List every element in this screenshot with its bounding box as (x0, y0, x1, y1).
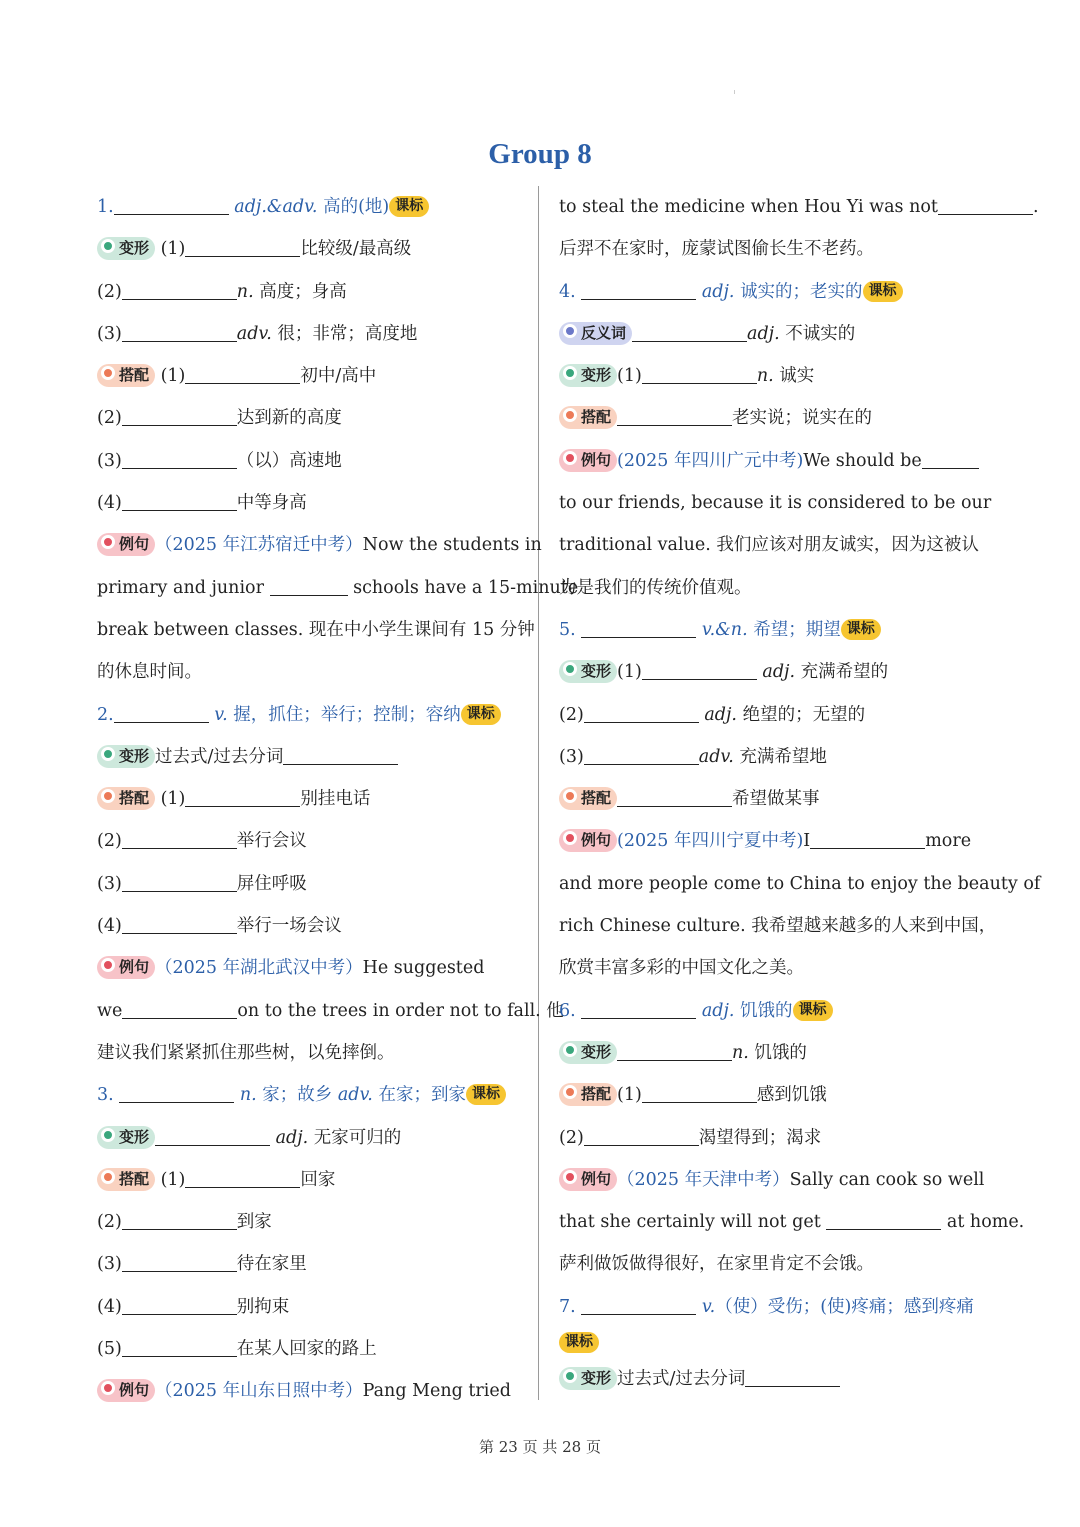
answer-blank[interactable] (642, 366, 757, 385)
example-badge: 例句 (97, 1379, 155, 1402)
answer-blank[interactable] (122, 1000, 237, 1019)
kebiao-tag: 课标 (559, 1332, 599, 1353)
meaning: 握，抓住；举行；控制；容纳 (233, 704, 461, 725)
dot-icon (563, 408, 577, 422)
example-badge: 例句 (97, 533, 155, 556)
variant-badge: 变形 (97, 745, 155, 768)
collocation-row: 搭配 (1) 感到饥饿 (559, 1074, 987, 1116)
answer-blank[interactable] (122, 450, 237, 469)
entry-3-heading (97, 1074, 525, 1116)
answer-blank[interactable] (617, 789, 732, 808)
example-badge: 例句 (97, 956, 155, 979)
entry-number: 2. (97, 704, 114, 725)
example-row: rich Chinese culture. 我希望越来越多的人来到中国， (559, 916, 997, 937)
variant-badge: 变形 (559, 1367, 617, 1390)
meaning: （使）受伤；(使)疼痛；感到疼痛 (715, 1296, 974, 1317)
collocation-badge: 搭配 (559, 787, 617, 810)
entry-7-heading (559, 1286, 987, 1328)
collocation-row: (2) 举行会议 (97, 831, 307, 852)
answer-blank[interactable] (185, 366, 300, 385)
right-column (559, 186, 1041, 1400)
answer-blank[interactable] (581, 281, 696, 300)
dot-icon (101, 1170, 115, 1184)
collocation-badge: 搭配 (97, 1168, 155, 1191)
collocation-row: 搭配 希望做某事 (559, 778, 987, 820)
example-row: 例句 （2025 年湖北武汉中考）He suggested (97, 947, 525, 989)
column-divider (538, 186, 539, 1400)
answer-blank[interactable] (938, 197, 1033, 216)
dot-icon (563, 324, 577, 338)
dot-icon (563, 451, 577, 465)
collocation-row: (2) 到家 (97, 1212, 272, 1233)
collocation-badge: 搭配 (559, 406, 617, 429)
answer-blank[interactable] (114, 197, 229, 216)
collocation-row: (3) 待在家里 (97, 1254, 307, 1275)
collocation-row: 搭配 (1) 初中/高中 (97, 355, 525, 397)
answer-blank[interactable] (810, 831, 925, 850)
entry-number: 7. (559, 1296, 576, 1317)
collocation-row: 搭配 (1) 别挂电话 (97, 778, 525, 820)
meaning: 家；故乡 (262, 1085, 333, 1106)
collocation-row: (3) 屏住呼吸 (97, 873, 307, 894)
answer-blank[interactable] (584, 704, 699, 723)
example-badge: 例句 (559, 1168, 617, 1191)
page-title: Group 8 (488, 138, 592, 170)
antonym-badge: 反义词 (559, 322, 632, 345)
entry-4-heading (559, 271, 987, 313)
answer-blank[interactable] (617, 408, 732, 427)
scan-mark (734, 90, 735, 94)
collocation-row: 搭配 (1) 回家 (97, 1159, 525, 1201)
meaning: 希望；期望 (753, 619, 841, 640)
part-of-speech: adj. (701, 281, 735, 302)
answer-blank[interactable] (581, 619, 696, 638)
dot-icon (101, 1381, 115, 1395)
answer-blank[interactable] (270, 577, 348, 596)
answer-blank[interactable] (122, 1296, 237, 1315)
variant-row: 变形 过去式/过去分词 (559, 1358, 987, 1400)
dot-icon (563, 1170, 577, 1184)
answer-blank[interactable] (122, 323, 237, 342)
example-row: 为是我们的传统价值观。 (559, 577, 752, 598)
dot-icon (563, 789, 577, 803)
entry-number: 3. (97, 1085, 114, 1106)
part-of-speech: adj. (701, 1000, 735, 1021)
variant-row: (3) adv. 很；非常；高度地 (97, 323, 418, 344)
kebiao-row (559, 1328, 987, 1358)
dot-icon (563, 662, 577, 676)
dot-icon (563, 366, 577, 380)
part-of-speech: adv. (337, 1085, 373, 1106)
part-of-speech: v. (214, 704, 228, 725)
example-row: 例句 (2025 年四川宁夏中考)I more (559, 820, 987, 862)
variant-badge: 变形 (97, 1126, 155, 1149)
part-of-speech: v.&n. (701, 619, 748, 640)
part-of-speech: n. (239, 1085, 257, 1106)
left-column (97, 186, 579, 1413)
answer-blank[interactable] (119, 1085, 234, 1104)
collocation-row: (5) 在某人回家的路上 (97, 1339, 377, 1360)
kebiao-tag: 课标 (863, 281, 903, 302)
dot-icon (563, 831, 577, 845)
entry-number: 6. (559, 1000, 576, 1021)
collocation-row: (4) 中等身高 (97, 493, 307, 514)
example-row: primary and junior schools have a 15-minute (97, 577, 579, 598)
dot-icon (101, 366, 115, 380)
answer-blank[interactable] (826, 1212, 941, 1231)
entry-1-heading (97, 186, 525, 228)
answer-blank[interactable] (122, 1339, 237, 1358)
collocation-row: (4) 别拘束 (97, 1296, 290, 1317)
entry-number: 5. (559, 619, 576, 640)
variant-badge: 变形 (559, 660, 617, 683)
answer-blank[interactable] (122, 281, 237, 300)
answer-blank[interactable] (122, 1254, 237, 1273)
kebiao-tag: 课标 (841, 619, 881, 640)
variant-row: 变形 (1) 比较级/最高级 (97, 228, 525, 270)
meaning: 高的(地) (323, 197, 390, 217)
example-row: 例句 （2025 年山东日照中考）Pang Meng tried (97, 1370, 525, 1412)
answer-blank[interactable] (922, 450, 979, 469)
collocation-badge: 搭配 (97, 364, 155, 387)
example-row: 萨利做饭做得很好，在家里肯定不会饿。 (559, 1254, 874, 1275)
example-row: that she certainly will not get at home. (559, 1212, 1025, 1233)
answer-blank[interactable] (185, 239, 300, 258)
collocation-row: (4) 举行一场会议 (97, 916, 342, 937)
kebiao-tag: 课标 (793, 1000, 833, 1021)
dot-icon (101, 239, 115, 253)
answer-blank[interactable] (581, 1296, 696, 1315)
page-footer: 第 23 页 共 28 页 (478, 1438, 601, 1456)
part-of-speech: v. (701, 1296, 716, 1317)
answer-blank[interactable] (584, 746, 699, 765)
answer-blank[interactable] (185, 1169, 300, 1188)
answer-blank[interactable] (122, 493, 237, 512)
example-row: to steal the medicine when Hou Yi was not . (559, 197, 1039, 217)
example-row: 的休息时间。 (97, 662, 202, 683)
answer-blank[interactable] (185, 789, 300, 808)
answer-blank[interactable] (584, 1127, 699, 1146)
example-row: break between classes. 现在中小学生课间有 15 分钟 (97, 619, 535, 640)
variant-badge: 变形 (559, 364, 617, 387)
meaning: 在家；到家 (378, 1085, 466, 1106)
answer-blank[interactable] (122, 916, 237, 935)
answer-blank[interactable] (642, 662, 757, 681)
example-row: to our friends, because it is considered to be our (559, 493, 992, 514)
variant-badge: 变形 (97, 237, 155, 260)
example-row: 例句 (2025 年四川广元中考)We should be (559, 440, 987, 482)
answer-blank[interactable] (122, 1212, 237, 1231)
entry-number: 1. (97, 197, 114, 217)
answer-blank[interactable] (642, 1085, 757, 1104)
example-badge: 例句 (559, 449, 617, 472)
example-row: 例句 （2025 年江苏宿迁中考）Now the students in (97, 524, 525, 566)
dot-icon (563, 1043, 577, 1057)
answer-blank[interactable] (581, 1000, 696, 1019)
kebiao-tag: 课标 (461, 704, 501, 725)
part-of-speech: adj.&adv. (234, 197, 318, 217)
kebiao-tag: 课标 (389, 196, 429, 217)
variant-row: (3) adv. 充满希望地 (559, 746, 827, 767)
example-row: and more people come to China to enjoy the beauty of (559, 873, 1041, 894)
collocation-row: (2) 达到新的高度 (97, 408, 342, 429)
dot-icon (101, 958, 115, 972)
example-row: 欣赏丰富多彩的中国文化之美。 (559, 958, 804, 979)
variant-badge: 变形 (559, 1041, 617, 1064)
answer-blank[interactable] (122, 831, 237, 850)
collocation-row: (2) 渴望得到；渴求 (559, 1127, 822, 1148)
kebiao-tag: 课标 (466, 1084, 506, 1105)
collocation-row: 搭配 老实说；说实在的 (559, 397, 987, 439)
answer-blank[interactable] (632, 323, 747, 342)
example-row: 例句 （2025 年天津中考）Sally can cook so well (559, 1159, 987, 1201)
collocation-row: (3) （以）高速地 (97, 450, 342, 471)
example-row: 建议我们紧紧抓住那些树，以免摔倒。 (97, 1042, 395, 1063)
answer-blank[interactable] (745, 1369, 840, 1388)
variant-row: (2) adj. 绝望的；无望的 (559, 704, 866, 725)
variant-row: 变形 n. 饥饿的 (559, 1032, 987, 1074)
variant-row: 变形 (1) adj. 充满希望的 (559, 651, 987, 693)
entry-5-heading (559, 609, 987, 651)
meaning: 饥饿的 (740, 1000, 793, 1021)
example-badge: 例句 (559, 829, 617, 852)
antonym-row: 反义词 adj. 不诚实的 (559, 313, 987, 355)
dot-icon (101, 789, 115, 803)
entry-number: 4. (559, 281, 576, 302)
answer-blank[interactable] (122, 408, 237, 427)
variant-row: (2) n. 高度；身高 (97, 281, 347, 302)
dot-icon (563, 1369, 577, 1383)
dot-icon (101, 535, 115, 549)
entry-6-heading (559, 990, 987, 1032)
variant-row: 变形 过去式/过去分词 (97, 736, 525, 778)
dot-icon (101, 1128, 115, 1142)
answer-blank[interactable] (122, 873, 237, 892)
example-row: we on to the trees in order not to fall. 他 (97, 1000, 564, 1021)
example-row: traditional value. 我们应该对朋友诚实，因为这被认 (559, 535, 979, 556)
answer-blank[interactable] (155, 1127, 270, 1146)
collocation-badge: 搭配 (559, 1083, 617, 1106)
entry-2-heading (97, 694, 525, 736)
answer-blank[interactable] (617, 1042, 732, 1061)
variant-row: 变形 (1) n. 诚实 (559, 355, 987, 397)
answer-blank[interactable] (114, 704, 209, 723)
variant-row: 变形 adj. 无家可归的 (97, 1117, 525, 1159)
dot-icon (101, 747, 115, 761)
meaning: 诚实的；老实的 (740, 281, 863, 302)
example-row: 后羿不在家时，庞蒙试图偷长生不老药。 (559, 239, 874, 260)
answer-blank[interactable] (283, 746, 398, 765)
dot-icon (563, 1085, 577, 1099)
collocation-badge: 搭配 (97, 787, 155, 810)
